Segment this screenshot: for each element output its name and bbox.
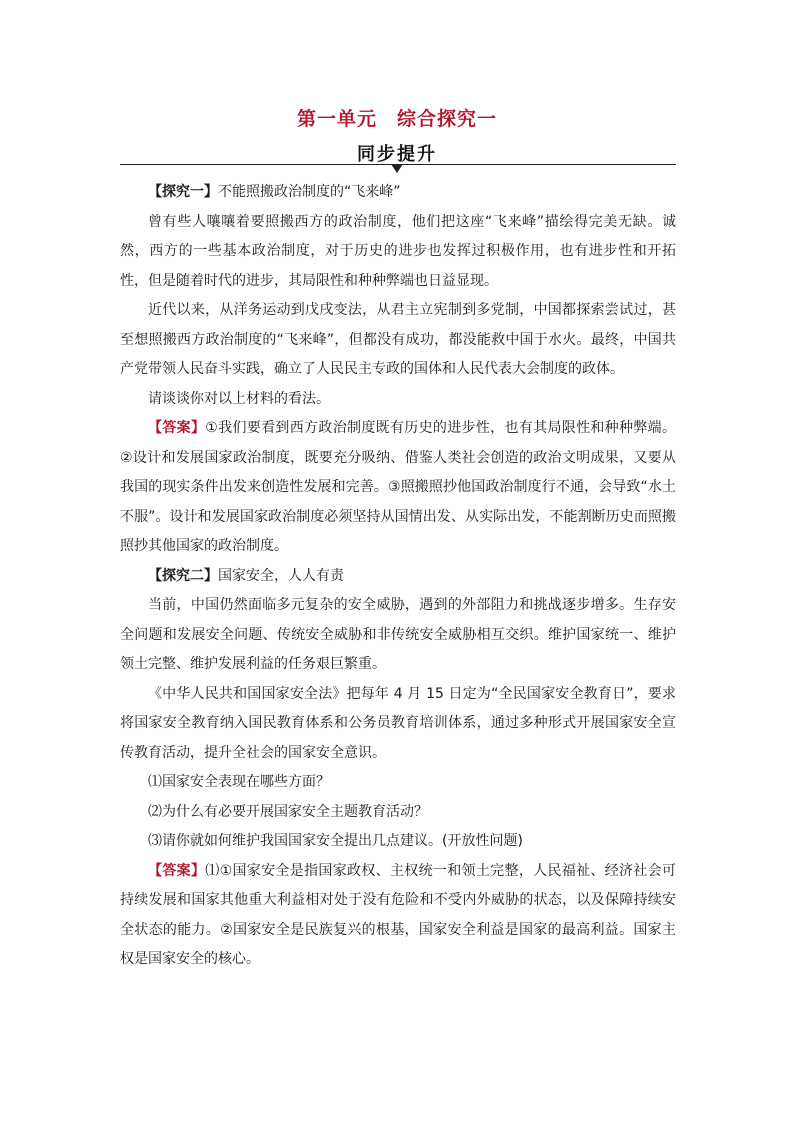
section2-question-2: ⑵为什么有必要开展国家安全主题教育活动？ <box>148 803 428 820</box>
section1-question: 请谈谈你对以上材料的看法。 <box>148 390 330 407</box>
answer-tag: 【答案】 <box>148 420 206 436</box>
section2-paragraph-2: 《中华人民共和国国家安全法》把每年 4 月 15 日定为“全民国家安全教育日”，要求将国家安全教育纳入国民教育体系和公务员教育培训体系，通过多种形式开展国家安全宣传教育活动，提升全社会的国家安全意识。 <box>120 685 676 761</box>
triangle-down-icon <box>391 164 403 173</box>
section1-tag: 【探究一】 <box>148 184 218 200</box>
page-subtitle: 同步提升 <box>357 144 437 165</box>
section2-answer-text: ⑴①国家安全是指国家政权、主权统一和领土完整，人民福祉、经济社会可持续发展和国家其他重大利益相对处于没有危险和不受内外威胁的状态，以及保障持续安全状态的能力。②国家安全是民族复兴的根基，国家安全利益是国家的最高利益。国家主权是国家安全的核心。 <box>120 862 676 967</box>
section2-tag: 【探究二】 <box>148 567 218 584</box>
section1-paragraph-1: 曾有些人嚷嚷着要照搬西方的政治制度，他们把这座“飞来峰”描绘得完美无缺。诚然，西方的一些基本政治制度，对于历史的进步也发挥过积极作用，也有进步性和开拓性，但是随着时代的进步，其局限性和种种弊端也日益显现。 <box>120 213 676 289</box>
page-title: 第一单元 综合探究一 <box>296 108 497 130</box>
document-body <box>120 178 676 975</box>
answer-tag: 【答案】 <box>148 862 206 879</box>
section1-answer-text: ①我们要看到西方政治制度既有历史的进步性，也有其局限性和种种弊端。②设计和发展国家政治制度，既要充分吸纳、借鉴人类社会创造的政治文明成果，又要从我国的现实条件出发来创造性发展和完善。③照搬照抄他国政治制度行不通，会导致“水土不服”。设计和发展国家政治制度必须坚持从国情出发、从实际出发，不能割断历史而照搬照抄其他国家的政治制度。 <box>120 420 676 554</box>
section1-answer <box>120 414 676 562</box>
section1-heading <box>120 178 676 208</box>
section1-title: 不能照搬政治制度的“飞来峰” <box>218 184 401 200</box>
section2-paragraph-1: 当前，中国仍然面临多元复杂的安全威胁，遇到的外部阻力和挑战逐步增多。生存安全问题和发展安全问题、传统安全威胁和非传统安全威胁相互交织。维护国家统一、维护领土完整、维护发展利益的任务艰巨繁重。 <box>120 597 676 672</box>
section1-paragraph-2: 近代以来，从洋务运动到戊戌变法，从君主立宪制到多党制，中国都探索尝试过，甚至想照搬西方政治制度的“飞来峰”，但都没有成功，都没能救中国于水火。最终，中国共产党带领人民奋斗实践，确立了人民民主专政的国体和人民代表大会制度的政体。 <box>120 302 676 377</box>
section2-answer <box>120 857 676 975</box>
section2-title: 国家安全，人人有责 <box>218 567 344 584</box>
section2-question-3: ⑶请你就如何维护我国国家安全提出几点建议。(开放性问题) <box>148 833 523 849</box>
section2-heading <box>120 562 676 592</box>
section2-question-1: ⑴国家安全表现在哪些方面？ <box>148 774 330 790</box>
